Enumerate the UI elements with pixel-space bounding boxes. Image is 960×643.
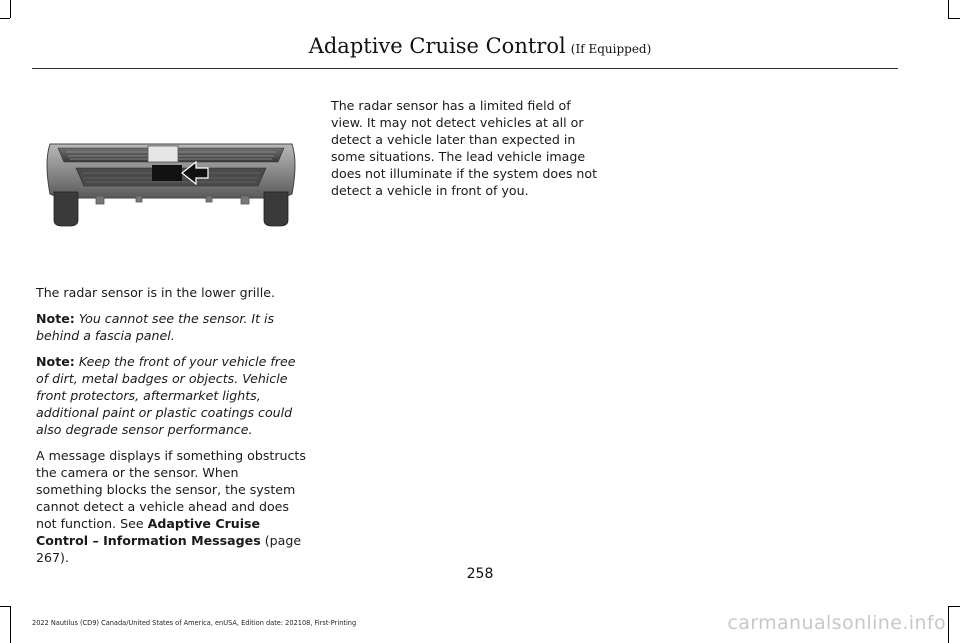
crop-mark-top-right-v xyxy=(948,0,949,18)
crop-mark-top-left-v xyxy=(10,0,11,18)
page-subtitle: (If Equipped) xyxy=(570,42,652,56)
page-header xyxy=(0,34,960,58)
note-text: Keep the front of your vehicle free of dirt, metal badges or objects. Vehicle front protectors, aftermarket lights, additional paint or plastic coatings could also degrade sensor performance. xyxy=(36,354,296,437)
note-text: You cannot see the sensor. It is behind a fascia panel. xyxy=(36,311,275,343)
paragraph xyxy=(36,447,308,566)
crop-mark-bottom-left-v xyxy=(10,606,11,643)
page-reference: (page 267). xyxy=(36,533,302,565)
page-number: 258 xyxy=(466,566,494,582)
paragraph: The radar sensor is in the lower grille. xyxy=(36,285,276,300)
note-label: Note: xyxy=(36,354,75,369)
radar-sensor-marker xyxy=(152,165,182,181)
watermark: carmanualsonline.info xyxy=(727,612,946,634)
cross-reference-link[interactable]: Adaptive Cruise Control – Information Messages xyxy=(36,516,261,548)
note-label: Note: xyxy=(36,311,75,326)
note-paragraph xyxy=(36,353,308,438)
footer-edition-info: 2022 Nautilus (CD9) Canada/United States of America, enUSA, Edition date: 202108, First-Printing xyxy=(32,619,357,627)
crop-mark-bottom-left-h xyxy=(0,606,10,607)
left-column xyxy=(36,284,308,575)
paragraph-text: A message displays if something obstructs the camera or the sensor. When something blocks the sensor, the system cannot detect a vehicle ahead and does not function. See xyxy=(36,448,306,531)
page-title: Adaptive Cruise Control xyxy=(308,34,566,58)
note-paragraph xyxy=(36,310,308,344)
vehicle-front-illustration xyxy=(36,132,306,232)
right-column xyxy=(331,97,603,199)
header-rule xyxy=(32,68,898,69)
crop-mark-bottom-right-h xyxy=(948,606,960,607)
paragraph: The radar sensor has a limited field of view. It may not detect vehicles at all or detect a vehicle later than expected in some situations. The lead vehicle image does not illuminate if the system does not detect a vehicle in front of you. xyxy=(331,98,598,198)
radar-sensor-figure xyxy=(36,132,306,232)
crop-mark-top-left-h xyxy=(0,18,10,19)
crop-mark-bottom-right-v xyxy=(948,606,949,643)
crop-mark-top-right-h xyxy=(948,18,960,19)
